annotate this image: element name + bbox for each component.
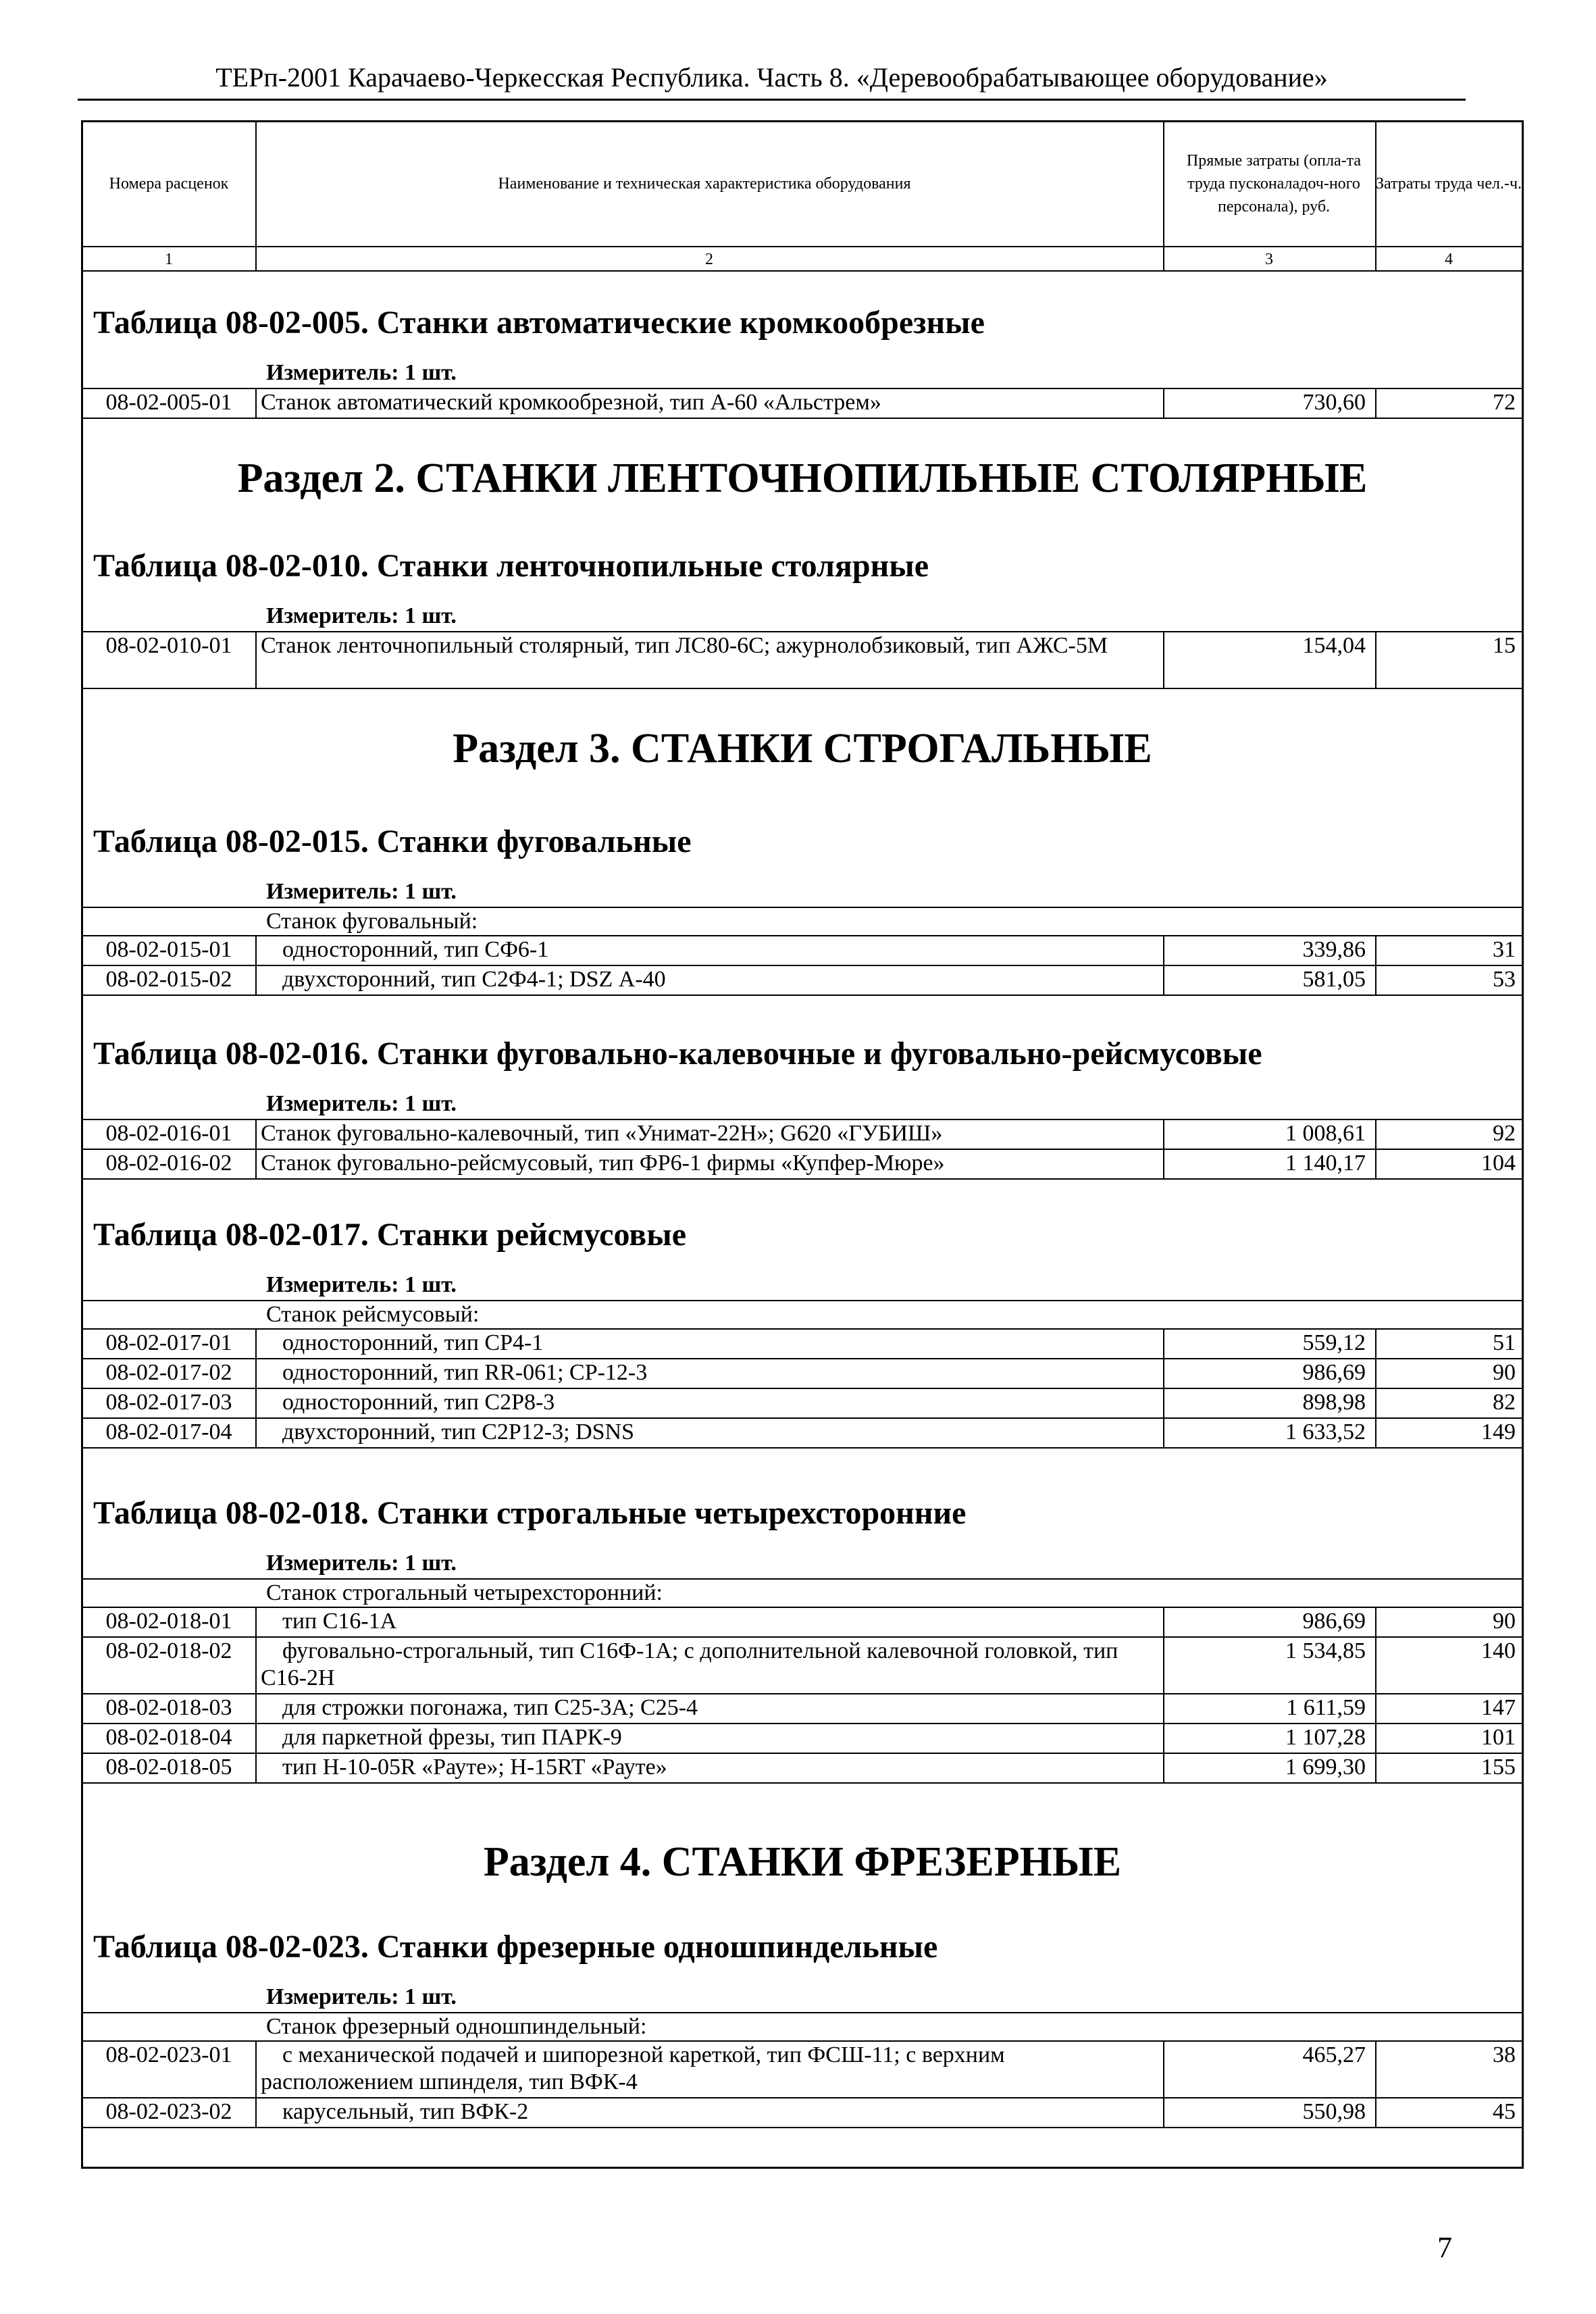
direct-cost: 550,98 <box>1302 2099 1366 2124</box>
labor-hours: 38 <box>1493 2042 1516 2067</box>
group-label: Станок фрезерный одношпиндельный: <box>266 2014 647 2039</box>
equipment-name: Станок ленточнопильный столярный, тип ЛС80-6С; ажурнолобзиковый, тип АЖС-5М <box>261 633 1108 658</box>
row-divider <box>82 418 1522 419</box>
direct-cost: 1 107,28 <box>1285 1725 1366 1750</box>
row-divider <box>82 995 1522 996</box>
direct-cost: 1 699,30 <box>1285 1755 1366 1780</box>
direct-cost: 898,98 <box>1302 1390 1366 1415</box>
equipment-name: карусельный, тип ВФК-2 <box>282 2099 529 2124</box>
section-title: Раздел 3. СТАНКИ СТРОГАЛЬНЫЕ <box>453 726 1152 772</box>
col-header-labor: Затраты труда чел.-ч. <box>1375 175 1522 193</box>
col-divider <box>1163 388 1164 418</box>
labor-hours: 31 <box>1493 937 1516 962</box>
col-divider <box>255 1119 257 1178</box>
equipment-name: для строжки погонажа, тип С25-3А; С25-4 <box>282 1695 698 1720</box>
row-divider <box>82 2127 1522 2128</box>
direct-cost: 1 140,17 <box>1285 1151 1366 1176</box>
table-title: Таблица 08-02-017. Станки рейсмусовые <box>93 1217 686 1253</box>
direct-cost: 986,69 <box>1302 1360 1366 1385</box>
equipment-name: двухсторонний, тип С2Р12-3; DSNS <box>282 1419 635 1444</box>
rate-code: 08-02-015-02 <box>105 967 232 992</box>
rate-code: 08-02-018-03 <box>105 1695 232 1720</box>
col-divider <box>1163 1328 1164 1447</box>
col-divider <box>1375 388 1376 418</box>
rate-code: 08-02-023-01 <box>105 2042 232 2067</box>
rate-code: 08-02-015-01 <box>105 937 232 962</box>
col-divider <box>1163 1607 1164 1782</box>
col-divider <box>1375 1328 1376 1447</box>
rate-code: 08-02-018-01 <box>105 1609 232 1634</box>
equipment-name: односторонний, тип СР4-1 <box>282 1330 544 1355</box>
col-divider <box>1163 631 1164 688</box>
equipment-name: односторонний, тип СФ6-1 <box>282 937 549 962</box>
col-divider <box>1375 631 1376 688</box>
col-number: 4 <box>1445 251 1453 268</box>
col-divider <box>255 388 257 418</box>
equipment-name: двухсторонний, тип С2Ф4-1; DSZ А-40 <box>282 967 666 992</box>
header-divider <box>82 246 1522 247</box>
col-divider <box>1375 935 1376 995</box>
direct-cost: 465,27 <box>1302 2042 1366 2067</box>
measure-label: Измеритель: 1 шт. <box>266 360 457 385</box>
row-divider <box>82 1447 1522 1449</box>
labor-hours: 149 <box>1481 1419 1516 1444</box>
col-header-name: Наименование и техническая характеристика оборудования <box>498 175 911 193</box>
group-label: Станок фуговальный: <box>266 909 478 934</box>
labor-hours: 155 <box>1481 1755 1516 1780</box>
direct-cost: 986,69 <box>1302 1609 1366 1634</box>
direct-cost: 1 008,61 <box>1285 1121 1366 1146</box>
col-divider <box>1163 935 1164 995</box>
labor-hours: 72 <box>1493 390 1516 415</box>
equipment-name: односторонний, тип С2Р8-3 <box>282 1390 555 1415</box>
table-title: Таблица 08-02-005. Станки автоматические кромкообрезные <box>93 305 985 341</box>
table-title: Таблица 08-02-015. Станки фуговальные <box>93 824 692 859</box>
col-header-cost: Прямые затраты (опла-та труда пусконаладоч-ного персонала), руб. <box>1186 152 1362 216</box>
measure-label: Измеритель: 1 шт. <box>266 603 457 628</box>
rate-code: 08-02-017-04 <box>105 1419 232 1444</box>
col-divider <box>255 1328 257 1447</box>
direct-cost: 339,86 <box>1302 937 1366 962</box>
labor-hours: 90 <box>1493 1360 1516 1385</box>
col-number: 1 <box>165 251 173 268</box>
labor-hours: 53 <box>1493 967 1516 992</box>
measure-label: Измеритель: 1 шт. <box>266 1984 457 2009</box>
table-title: Таблица 08-02-016. Станки фуговально-калевочные и фуговально-рейсмусовые <box>93 1036 1262 1072</box>
equipment-name: с механической подачей и шипорезной кареткой, тип ФСШ-11; с верхним расположением шпинделя, тип ВФК-4 <box>261 2042 1005 2094</box>
direct-cost: 559,12 <box>1302 1330 1366 1355</box>
col-divider <box>1375 1119 1376 1178</box>
direct-cost: 154,04 <box>1302 633 1366 658</box>
equipment-name: Станок фуговально-рейсмусовый, тип ФР6-1 фирмы «Купфер-Мюре» <box>261 1151 945 1176</box>
table-title: Таблица 08-02-023. Станки фрезерные одношпиндельные <box>93 1929 938 1965</box>
col-divider <box>1163 1119 1164 1178</box>
measure-label: Измеритель: 1 шт. <box>266 1272 457 1297</box>
equipment-name: тип Н-10-05R «Раутe»; Н-15RT «Раутe» <box>282 1755 667 1780</box>
col-divider <box>1375 2040 1376 2127</box>
rate-code: 08-02-018-04 <box>105 1725 232 1750</box>
labor-hours: 15 <box>1493 633 1516 658</box>
labor-hours: 140 <box>1481 1638 1516 1663</box>
page-number: 7 <box>1437 2231 1452 2264</box>
section-title: Раздел 2. СТАНКИ ЛЕНТОЧНОПИЛЬНЫЕ СТОЛЯРНЫЕ <box>237 455 1368 501</box>
labor-hours: 101 <box>1481 1725 1516 1750</box>
row-divider <box>82 688 1522 689</box>
equipment-name: тип С16-1А <box>282 1609 397 1634</box>
labor-hours: 82 <box>1493 1390 1516 1415</box>
labor-hours: 45 <box>1493 2099 1516 2124</box>
equipment-name: односторонний, тип RR-061; СР-12-3 <box>282 1360 648 1385</box>
labor-hours: 147 <box>1481 1695 1516 1720</box>
rate-code: 08-02-005-01 <box>105 390 232 415</box>
equipment-name: для паркетной фрезы, тип ПАРК-9 <box>282 1725 622 1750</box>
labor-hours: 51 <box>1493 1330 1516 1355</box>
labor-hours: 90 <box>1493 1609 1516 1634</box>
col-divider <box>255 631 257 688</box>
col-divider <box>255 122 257 270</box>
table-title: Таблица 08-02-018. Станки строгальные четырехсторонние <box>93 1495 967 1531</box>
col-number: 3 <box>1265 251 1273 268</box>
group-label: Станок строгальный четырехсторонний: <box>266 1580 663 1605</box>
col-divider <box>1163 122 1164 270</box>
rate-code: 08-02-023-02 <box>105 2099 232 2124</box>
equipment-name: фуговально-строгальный, тип С16Ф-1А; с дополнительной калевочной головкой, тип С16-2Н <box>261 1638 1118 1690</box>
direct-cost: 1 611,59 <box>1286 1695 1366 1720</box>
rate-code: 08-02-010-01 <box>105 633 232 658</box>
rate-code: 08-02-017-03 <box>105 1390 232 1415</box>
group-label: Станок рейсмусовый: <box>266 1302 480 1327</box>
table-title: Таблица 08-02-010. Станки ленточнопильные столярные <box>93 548 929 584</box>
section-title: Раздел 4. СТАНКИ ФРЕЗЕРНЫЕ <box>483 1839 1122 1885</box>
col-divider <box>1163 2040 1164 2127</box>
col-divider <box>255 935 257 995</box>
header-rule <box>78 99 1466 101</box>
col-divider <box>1375 1607 1376 1782</box>
col-divider <box>255 1607 257 1782</box>
direct-cost: 730,60 <box>1302 390 1366 415</box>
equipment-name: Станок автоматический кромкообрезной, тип А-60 «Альстрем» <box>261 390 881 415</box>
col-divider <box>255 2040 257 2127</box>
direct-cost: 1 633,52 <box>1285 1419 1366 1444</box>
labor-hours: 104 <box>1481 1151 1516 1176</box>
col-header-codes: Номера расценок <box>109 175 229 193</box>
rate-code: 08-02-016-01 <box>105 1121 232 1146</box>
rate-code: 08-02-018-05 <box>105 1755 232 1780</box>
col-divider <box>1375 122 1376 270</box>
measure-label: Измеритель: 1 шт. <box>266 1091 457 1116</box>
measure-label: Измеритель: 1 шт. <box>266 879 457 904</box>
rate-code: 08-02-017-02 <box>105 1360 232 1385</box>
rate-code: 08-02-017-01 <box>105 1330 232 1355</box>
direct-cost: 1 534,85 <box>1285 1638 1366 1663</box>
col-number: 2 <box>705 251 713 268</box>
rate-code: 08-02-016-02 <box>105 1151 232 1176</box>
direct-cost: 581,05 <box>1302 967 1366 992</box>
equipment-name: Станок фуговально-калевочный, тип «Унимат-22Н»; G620 «ГУБИШ» <box>261 1121 943 1146</box>
row-divider <box>82 1782 1522 1784</box>
page-header: ТЕРп-2001 Карачаево-Черкесская Республика. Часть 8. «Деревообрабатывающее оборудование» <box>215 62 1328 93</box>
rate-code: 08-02-018-02 <box>105 1638 232 1663</box>
header-divider <box>82 270 1522 272</box>
row-divider <box>82 1178 1522 1180</box>
measure-label: Измеритель: 1 шт. <box>266 1551 457 1576</box>
labor-hours: 92 <box>1493 1121 1516 1146</box>
